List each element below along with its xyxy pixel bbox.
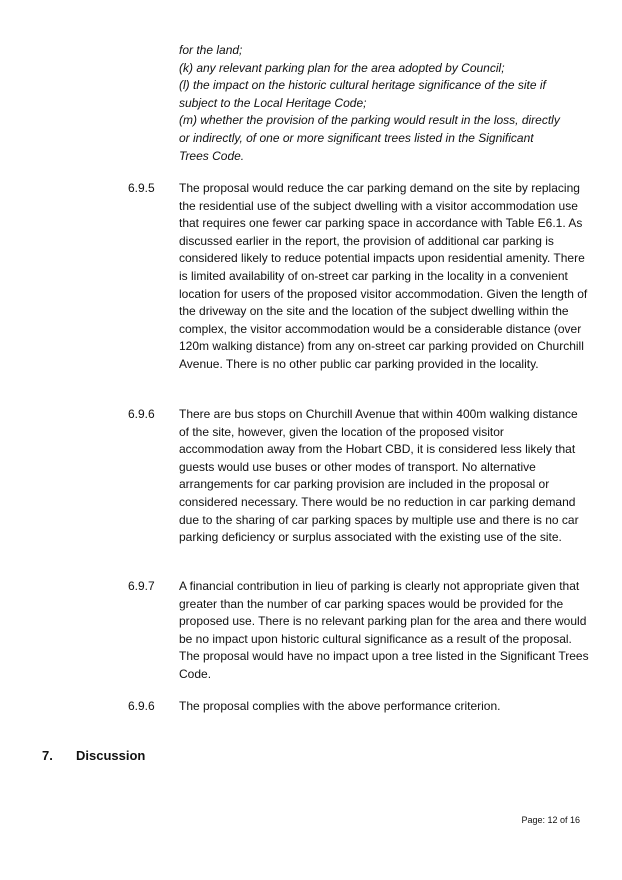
- paragraph-number: 6.9.5: [128, 181, 155, 195]
- criteria-line: for the land;: [179, 43, 243, 57]
- page-number: Page: 12 of 16: [521, 815, 580, 825]
- paragraph-text: The proposal would reduce the car parking demand on the site by replacing the residential use of the subject dwelling with a visitor accommodation use that requires one fewer car parking space in accordance with Table E6.1. As discussed earlier in the report, the provision of additional car parking is considered likely to reduce potential impacts upon residential amenity. There is limited availability of on-street car parking in the locality in a convenient location for users of the proposed visitor accommodation. Given the length of the driveway on the site and the location of the subject dwelling within the complex, the visitor accommodation would be a considerable distance (over 120m walking distance) from any on-street car parking provided on Churchill Avenue. There is no other public car parking provided in the locality.: [179, 181, 588, 371]
- paragraph-number: 6.9.7: [128, 579, 155, 593]
- paragraph-number: 6.9.6: [128, 407, 155, 421]
- criteria-line: Trees Code.: [179, 148, 245, 163]
- section-number: 7.: [42, 748, 53, 763]
- paragraph-number: 6.9.6: [128, 699, 155, 713]
- criteria-line: (m) whether the provision of the parking would result in the loss, directly: [179, 113, 560, 128]
- criteria-line: (k) any relevant parking plan for the area adopted by Council;: [179, 60, 505, 75]
- criteria-line: or indirectly, of one or more significant trees listed in the Significant: [179, 130, 534, 145]
- paragraph-text: A financial contribution in lieu of parking is clearly not appropriate given that greater than the number of car parking spaces would be provided for the proposed use. There is no relevant parking plan for the area and there would be no impact upon historic cultural significance as a result of the proposal. The proposal would have no impact upon a tree listed in the Significant Trees Code.: [179, 579, 589, 681]
- criteria-list: [179, 42, 599, 165]
- paragraph-text: There are bus stops on Churchill Avenue that within 400m walking distance of the site, however, given the location of the proposed visitor accommodation away from the Hobart CBD, it is considered less likely that guests would use buses or other modes of transport. No alternative arrangements for car parking provision are included in the proposal or considered necessary. There would be no reduction in car parking demand due to the sharing of car parking spaces by multiple use and there is no car parking deficiency or surplus associated with the existing use of the site.: [179, 407, 579, 545]
- criteria-line: subject to the Local Heritage Code;: [179, 95, 367, 110]
- criteria-line: (l) the impact on the historic cultural heritage significance of the site if: [179, 78, 546, 93]
- section-title: Discussion: [76, 748, 146, 763]
- paragraph-text: The proposal complies with the above performance criterion.: [179, 699, 501, 713]
